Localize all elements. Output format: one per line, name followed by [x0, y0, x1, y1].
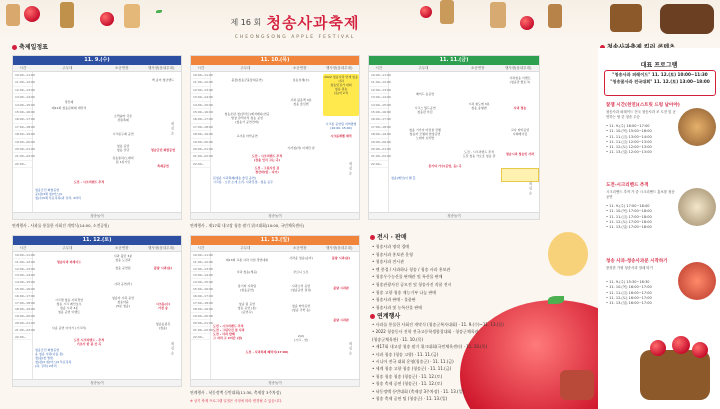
vertical-label: 제 청 송 — [171, 342, 175, 355]
event: 시크름두레 공연 — [112, 132, 134, 136]
schedule-body — [13, 252, 181, 380]
apple-deco — [672, 336, 690, 354]
disclaimer-note: ※ 상기 축제 프로그램 일정은 사정에 따라 변경될 수 있습니다. — [190, 399, 283, 403]
time-column — [13, 252, 33, 380]
event: 사과송 청송(송자) — [289, 256, 313, 260]
list-item: • 제17회 내고장 청송 팔기 위크대회(국민체육센터) · 11. 10.(목) — [372, 344, 488, 350]
col-sub: 소공연장 — [114, 246, 129, 250]
list-item: • 시니어 전국 대회 운영(청송군) · 11. 11.(금) — [372, 358, 454, 364]
event: 시크름래벨 재적 — [330, 134, 352, 138]
list-item: • 11. 13.(일) 12:00~13:00 — [606, 150, 652, 155]
event: 심송성재(수) — [292, 78, 310, 82]
column-headers — [13, 245, 181, 252]
event: 불량 시과(분) — [153, 266, 173, 270]
time-slot: 14:00~15:00 — [13, 102, 32, 109]
list-item: • 2022 청송동사 진학 전국고등학생합창대회 · 청송군체육관 — [372, 329, 479, 335]
time-slot: 17:00~18:00 — [13, 124, 32, 131]
schedule-body — [13, 72, 181, 212]
schedule-foot: 청송놀이 — [13, 212, 181, 219]
schedule-body — [369, 72, 539, 212]
program-schedule — [606, 280, 676, 306]
schedule-day1 — [12, 55, 182, 220]
col-side: 행사장(읍내무대) — [505, 66, 532, 70]
time-slot: 14:00~15:00 — [191, 102, 210, 109]
event: 청송군민 화합공연 공(평)3체 청(마스)4 청(수)5체 투표목록(과 강차, 2마리 — [35, 188, 81, 200]
time-slot: 18:00~19:00 — [13, 131, 32, 138]
event: 시크스 월드공연 청송관 부림 — [414, 106, 436, 114]
list-item: (청송군체육관) · 11. 10.(목) — [372, 336, 424, 342]
column-headers — [13, 65, 181, 72]
time-slot: 21:00~22:00 — [193, 327, 213, 332]
time-slot: 11:00~12:00 — [369, 79, 388, 86]
time-slot: 16:00~17:00 — [193, 293, 213, 298]
list-item: • 11. 11.(금) 16:00~17:00 — [606, 290, 652, 295]
schedule-foot: 청송놀이 — [369, 212, 539, 219]
event: 백 송미 청년밴드 — [151, 78, 175, 82]
program-title: 꿀잼 시간(천연)(스트릿 드렁 날아야) — [606, 103, 680, 108]
time-slot: 21:00~22:00 — [13, 153, 32, 160]
apple-deco — [24, 6, 40, 22]
program-title: 청송 사과-청송사과분 시작하기 — [606, 259, 668, 264]
time-slot: 19:00~20:00 — [15, 314, 35, 319]
list-item: • 청송 축제 공연 (청송군) · 11. 12.(토) — [372, 381, 443, 387]
day-header: 11. 12.(토) — [13, 236, 181, 245]
time-slot: 11:00~12:00 — [193, 259, 213, 264]
col-side: 행사장(읍내무대) — [326, 66, 353, 70]
time-slot: 11:00~12:00 — [191, 79, 210, 86]
list-item: • 11. 11.(금) 12:00~13:00 — [606, 139, 652, 144]
list-item: • 11. 12.(토) 17:00~18:00 — [606, 219, 652, 224]
date-stamp — [501, 168, 539, 182]
time-column — [13, 72, 33, 212]
day-header: 11. 9.(수) — [13, 56, 181, 65]
leaf-deco — [548, 296, 564, 304]
time-slot: 20:00~21:00 — [191, 146, 210, 153]
time-slot: 17:00~18:00 — [193, 300, 213, 305]
schedule-day3 — [368, 55, 540, 220]
col-side: 행사장(읍내무대) — [326, 246, 353, 250]
sauce-jars — [660, 4, 714, 34]
time-slot: 20:00~21:00 — [369, 146, 388, 153]
col-main: 주무대 — [62, 66, 73, 70]
time-slot: 19:00~20:00 — [369, 139, 388, 146]
col-time: 시간 — [19, 66, 27, 70]
col-sub: 소공연장 — [114, 66, 129, 70]
highlight-badge: 2022 청송사과 연계 청송사과 청송맛집가 대회 청송,결승 (뜻)비교적 — [323, 74, 359, 116]
time-slot: 11:00~12:00 — [13, 79, 32, 86]
time-slot: 15:00~16:00 — [13, 109, 32, 116]
event: 청송사과 퍼레이드 — [56, 260, 82, 264]
event: 풍물(청송군풍물대공연) — [231, 78, 263, 82]
time-slot: 15:00~16:00 — [191, 109, 210, 116]
list-item: • 사과 청송 (청송 고향) · 11. 11.(금) — [372, 351, 439, 357]
col-time: 시간 — [197, 246, 205, 250]
time-slot: 13:00~14:00 — [193, 273, 213, 278]
figure-left-2 — [60, 2, 74, 28]
col-main: 주무대 — [240, 66, 251, 70]
section-title-text: 전시 · 판매 — [377, 234, 407, 241]
event: 도전 시크리벤드 - 추적 기초가 한 좀 산 곡 — [73, 338, 105, 346]
program-schedule — [606, 204, 676, 230]
time-slot: 11:00~12:00 — [15, 259, 35, 264]
col-main: 주무대 — [418, 66, 429, 70]
time-slot: 21:00~22:00 — [369, 153, 388, 160]
linked-note: 연계행사 - 사과를 풍물한 사회진 개막식(14:00, 소전공원) — [12, 223, 110, 228]
event: 사과 불만 3분 청송 도전과 — [113, 254, 133, 262]
time-slot: 22:00~ — [369, 161, 388, 168]
event: 청송 타악공연 (청송 국학 송) — [291, 304, 311, 312]
schedule-foot: 청송놀이 — [191, 212, 359, 219]
time-slot: 21:00~22:00 — [191, 153, 210, 160]
apple-deco — [100, 12, 114, 26]
figure-right-3 — [548, 4, 562, 28]
event: 사과 공연(탁) — [114, 282, 132, 286]
section-title-linked — [370, 311, 400, 320]
list-item: • 낙동정맥 등반대회 (축제장 3주차장) · 11. 13.(일) — [372, 388, 465, 394]
rep-program-line: "청송사과 퍼레이드" 11. 12.(토) 10:00~11:30 — [612, 72, 708, 77]
list-item: • 청송 축제 공연 팀 (청송군) · 11. 13.(일) — [372, 395, 448, 401]
list-item: • 청송우수농산물 판매관 및 특산물 판매 — [372, 274, 443, 280]
event: 도전 - 시크리벤드 추적 도전 청송 가요조 청송 관 — [462, 150, 496, 158]
time-slot: 19:00~20:00 — [191, 139, 210, 146]
list-item: • 11. 10.(목) 17:00~18:00 — [606, 209, 652, 214]
vertical-label: 제 청 송 — [349, 342, 353, 355]
time-slot: 20:00~21:00 — [15, 320, 35, 325]
event: 심송통하/노래비 팀 1일기인 — [112, 156, 134, 164]
event: 청송(메인)이 벨 흥 — [391, 176, 416, 180]
parade-photo — [678, 108, 716, 146]
event: 사과 청송(세공) — [236, 270, 258, 274]
time-slot: 22:00~ — [13, 334, 32, 341]
col-time: 시간 — [197, 66, 205, 70]
col-sub: 소공연장 — [292, 246, 307, 250]
event: 문청송 시과축제(배송 울림 공연) 시크름 - 오픈 소개 소리, 사과강점 - 청송 공주 — [213, 176, 274, 184]
list-item: • 청송관광사진 공모전 및 청송사진 작품 전시 — [372, 281, 452, 287]
event: 도전 - 시크리벤드 추적 (장용 인식 고는 곡) — [251, 154, 283, 162]
apple-deco — [650, 340, 666, 356]
event-photo — [678, 188, 716, 226]
mascot-figure — [548, 232, 588, 276]
event: 교사용 타악공연 — [236, 134, 258, 138]
event: 2(2) (시크 - 연) — [293, 334, 309, 342]
day-header: 11. 13.(일) — [191, 236, 359, 245]
event: 도전 - 사과축제 폐막식(17:00) — [245, 350, 289, 354]
event: 청송시과 청송인 사과 — [505, 152, 535, 156]
time-slot: 10:00~11:00 — [13, 72, 32, 79]
event: 베어드 송공연 — [415, 92, 435, 96]
event: 청송군민 화합공연 — [150, 148, 176, 152]
time-slot: 18:00~19:00 — [15, 307, 35, 312]
schedule-foot: 청송놀이 — [191, 379, 359, 386]
time-slot: 16:00~17:00 — [15, 293, 35, 298]
harvest-photo — [678, 262, 716, 300]
event: 축제공연 — [157, 164, 169, 168]
figure-right-2 — [490, 2, 506, 28]
event: 청송 기가지 마전설 진행 청송자 모형대 합창공연 노래비 보리밭 — [409, 128, 441, 140]
event: 사과 청송 — [513, 106, 527, 110]
column-headers — [191, 245, 359, 252]
section-title-exhibit — [370, 232, 407, 241]
time-slot: 16:00~17:00 — [191, 116, 210, 123]
time-slot: 22:00~ — [191, 334, 210, 341]
list-item: • 11. 12.(토) 16:00~17:00 — [606, 295, 652, 300]
time-slot: 22:00~ — [191, 161, 210, 168]
col-side: 행사장(읍내무대) — [148, 66, 175, 70]
event: 시과 철도에 3분 청송 송형변 — [468, 102, 490, 110]
time-slot: 14:00~15:00 — [369, 102, 388, 109]
col-side: 행사장(읍내무대) — [148, 246, 175, 250]
program-desc: 풍성한 가꿔 청송사과 열매 따기 — [606, 266, 653, 270]
event: 청송 공연팀 — [115, 266, 131, 270]
time-slot: 12:00~13:00 — [15, 266, 35, 271]
event: 제21회 청송문화제 개막식 — [51, 106, 87, 110]
col-sub: 소공연장 — [292, 66, 307, 70]
event: 통기타 가수(공연, 등) 곡 — [428, 164, 462, 168]
event: 청송자 사과 공연 청송마을 (5분 청송) — [111, 296, 135, 308]
rep-program-line: "청송꿀사과 전국대회" 11. 12.(토) 13:00~18:00 — [610, 79, 710, 84]
edition-badge: 제 16 회 — [230, 18, 262, 27]
event: 시크렛 청송 사과경연 청송 시크 레인보우 청송 시과 3분 청송 공연 이벤트 — [55, 298, 83, 314]
vertical-label: 제 청 송 — [349, 162, 353, 175]
farmer-figure-left — [6, 4, 20, 26]
day-header: 11. 10.(목) — [191, 56, 359, 65]
figure-right — [440, 0, 454, 24]
time-column — [191, 252, 211, 380]
time-slot: 12:00~13:00 — [193, 266, 213, 271]
event: 시크름(수) 가정 송 — [155, 302, 171, 310]
list-item: • 세계 청송 고향 청송 (청송군) · 11. 11.(금) — [372, 366, 452, 372]
list-item: • 11. 11.(금) 13:00~14:00 — [606, 134, 652, 139]
time-slot: 12:00~13:00 — [369, 87, 388, 94]
list-item: • 청송사과 판매 - 물품판 — [372, 297, 416, 303]
list-item: • 옛 풍경 / 사과하나 청송 / 청송 사과 홍보관 — [372, 266, 451, 272]
event: 청송조판 청(클라르)메저배디(연공 합창 관객이석 청송 공연 (청송가 공연연계) — [224, 112, 270, 124]
event: 불량 시과관 — [333, 318, 349, 322]
time-slot: 19:00~20:00 — [193, 314, 213, 319]
list-item: • 11. 13.(일) 16:00~17:00 — [606, 301, 652, 306]
schedule-day4 — [12, 235, 182, 387]
time-slot: 18:00~19:00 — [193, 307, 213, 312]
time-slot: 16:00~17:00 — [13, 116, 32, 123]
time-slot: 14:00~15:00 — [15, 280, 35, 285]
event: 시크름 공연팀 지역방법 (10:00, 15:00) — [325, 122, 357, 130]
list-item: • 11. 9.(수) 15:30~16:30 — [606, 280, 650, 284]
event: 사송 공연 이야기 (시크리) — [51, 326, 87, 330]
event: 청송 팀 공연 청송 공연 (통) (공연곡) — [237, 302, 257, 314]
schedule-foot: 청송놀이 — [13, 379, 181, 386]
exhibit-list — [372, 243, 452, 311]
time-slot: 17:00~18:00 — [369, 124, 388, 131]
time-slot: 10:00~11:00 — [193, 253, 213, 257]
schedule-body — [191, 72, 359, 212]
vertical-label: 제 청 송 — [529, 182, 533, 195]
day-header: 11. 11.(금) — [369, 56, 539, 65]
event: 부르니 오븐 — [293, 270, 309, 274]
list-item: • 11. 12.(토) 12:00~13:00 — [606, 145, 652, 150]
time-slot: 19:00~20:00 — [13, 139, 32, 146]
vertical-label: 제 청 송 — [171, 122, 175, 135]
event: 도전 - 시크리벤드 추적 도전 - 그린사진 결 사과 도전 - 사과 할배 그 자리 고 2미간 (결) — [213, 324, 245, 340]
event: 청송군민 화합공연 송 청송 사과(나올 통) 청(풀)청 앨범, 청(평)3 청(마스)4 투표목록 (과, 강차) 2마리 — [35, 348, 72, 368]
time-slot: 20:00~21:00 — [193, 320, 213, 325]
section-title-text: 연계행사 — [377, 313, 401, 320]
bullet-icon — [12, 45, 17, 50]
time-slot: 12:00~13:00 — [191, 87, 210, 94]
event: 사과소리 공연 (청송공연 결성) — [290, 284, 312, 292]
column-headers — [369, 65, 539, 72]
list-item: • 11. 11.(금) 17:00~18:00 — [606, 214, 652, 219]
time-slot: 13:00~14:00 — [369, 94, 388, 101]
event: 도전 - 그린사진 걸 청산파(말 - 다기) — [254, 166, 280, 174]
program-title: 도전-시크리벤드 추적 — [606, 183, 649, 188]
list-item: • 청송사과 명작 경매 — [372, 244, 410, 249]
col-main: 주무대 — [62, 246, 73, 250]
title-block — [180, 12, 410, 40]
list-item: • 11. 10.(목) 16:00~17:00 — [606, 285, 652, 290]
leaf-deco — [156, 10, 162, 13]
event: 청송 공연 청송 강당 — [116, 144, 130, 152]
time-slot: 18:00~19:00 — [369, 131, 388, 138]
event: 불량 시과(분) — [331, 256, 351, 260]
event: 불량 시과관 — [333, 286, 349, 290]
event: 사과 불용맥 3분 청송 울림밴 — [290, 98, 312, 106]
event: 소쩍솔바 국조 전통축제 — [113, 114, 133, 122]
event: 청송송평뮤 (청송) — [155, 322, 171, 330]
time-slot: 14:00~15:00 — [193, 280, 213, 285]
time-slot: 13:00~14:00 — [13, 94, 32, 101]
time-slot: 20:00~21:00 — [13, 146, 32, 153]
linked-note: 연계행사 - 제17회 내고장 청송 팔기 위크대회(10:00, 국민체육센터) — [190, 223, 305, 228]
list-item: • 11. 13.(일) 17:00~18:00 — [606, 225, 652, 230]
figure-left-3 — [124, 4, 140, 28]
time-slot: 13:00~14:00 — [191, 94, 210, 101]
list-item: • 청송사과 홍보관 운영 — [372, 251, 413, 257]
event: 교사 타악공연 사회배너링 — [510, 128, 530, 136]
event: 도전 - 시크리벤드 추적 — [73, 180, 105, 184]
list-item: • 청송사과 전시관 — [372, 259, 404, 265]
list-item: • 사과를 풍물한 사회진 개막식 (청송군복자대회) · 11. 9.(수)~11. 13.(일) — [372, 322, 504, 327]
apple-deco — [520, 16, 534, 30]
time-slot: 22:00~ — [13, 161, 32, 168]
linked-note: 연계행사 - 낙동정맥 등반대회(11:30, 축제장 3주차장) — [190, 390, 281, 395]
time-slot: 21:00~22:00 — [15, 327, 35, 332]
linked-list — [372, 321, 504, 402]
event: 사과청송 이벤트 (청송관 쌍토크) — [509, 76, 531, 84]
list-item: • 청송사과 및 농특산물 판매 — [372, 304, 422, 310]
time-slot: 17:00~18:00 — [191, 124, 210, 131]
program-desc: 시크리벤드 추적 가 중 시크리벤드 홍보를 청송 공연 — [606, 190, 675, 199]
list-item: • 11. 9.(수) 17:00~18:00 — [606, 204, 650, 208]
time-column — [191, 72, 211, 212]
bullet-icon — [370, 235, 375, 240]
list-item: • 청송 청송 청송 (청송군) · 11. 12.(토) — [372, 373, 443, 379]
section-title-text: 축제일정표 — [19, 44, 48, 51]
time-slot: 10:00~11:00 — [191, 72, 210, 79]
col-time: 시간 — [19, 246, 27, 250]
time-slot: 15:00~16:00 — [369, 109, 388, 116]
time-slot: 18:00~19:00 — [191, 131, 210, 138]
col-time: 시간 — [375, 66, 383, 70]
header — [0, 0, 720, 40]
time-slot: 10:00~11:00 — [15, 253, 35, 257]
list-item: • 청송 고향 청송 재능기부 나눔 판매 — [372, 289, 437, 295]
time-slot: 12:00~13:00 — [13, 87, 32, 94]
list-item: • 11. 9.(수) 16:00~17:00 — [606, 124, 650, 128]
event: 통기타 사과팀 (청송공연) — [237, 284, 257, 292]
time-slot: 15:00~16:00 — [15, 286, 35, 291]
rep-program-box — [604, 70, 716, 96]
page-title: 청송사과축제 — [266, 14, 360, 32]
apple-deco — [692, 342, 708, 358]
col-main: 주무대 — [240, 246, 251, 250]
time-slot: 16:00~17:00 — [369, 116, 388, 123]
apple-deco — [420, 6, 432, 18]
program-desc: 청송사과 퍼레이드 전국 청송사과 조 도전 및 공연하는 팀 중 청송 우승 — [606, 110, 676, 119]
event: 제13회 교통 사과 사업 경연대회 — [225, 258, 269, 262]
list-item: • 11. 10.(목) 15:00~16:00 — [606, 129, 652, 134]
time-slot: 10:00~11:00 — [369, 72, 388, 79]
bullet-icon — [370, 314, 375, 319]
column-headers — [191, 65, 359, 72]
apple-cart-figure — [560, 370, 594, 400]
col-sub: 소공연장 — [470, 66, 485, 70]
rep-program-title: 대표 프로그램 — [640, 62, 678, 69]
time-slot: 17:00~18:00 — [15, 300, 35, 305]
time-slot: 13:00~14:00 — [15, 273, 35, 278]
section-title-schedule — [12, 42, 48, 51]
program-schedule — [606, 124, 676, 156]
event: 기자청(라) 이재만 클 — [287, 146, 315, 150]
schedule-body — [191, 252, 359, 380]
schedule-day2 — [190, 55, 360, 220]
time-column — [369, 72, 389, 212]
time-slot: 15:00~16:00 — [193, 286, 213, 291]
event: 경산제 — [64, 100, 74, 104]
schedule-day5 — [190, 235, 360, 387]
basket-figure — [610, 4, 642, 32]
page-subtitle: CHEONGSONG APPLE FESTIVAL — [234, 35, 356, 40]
